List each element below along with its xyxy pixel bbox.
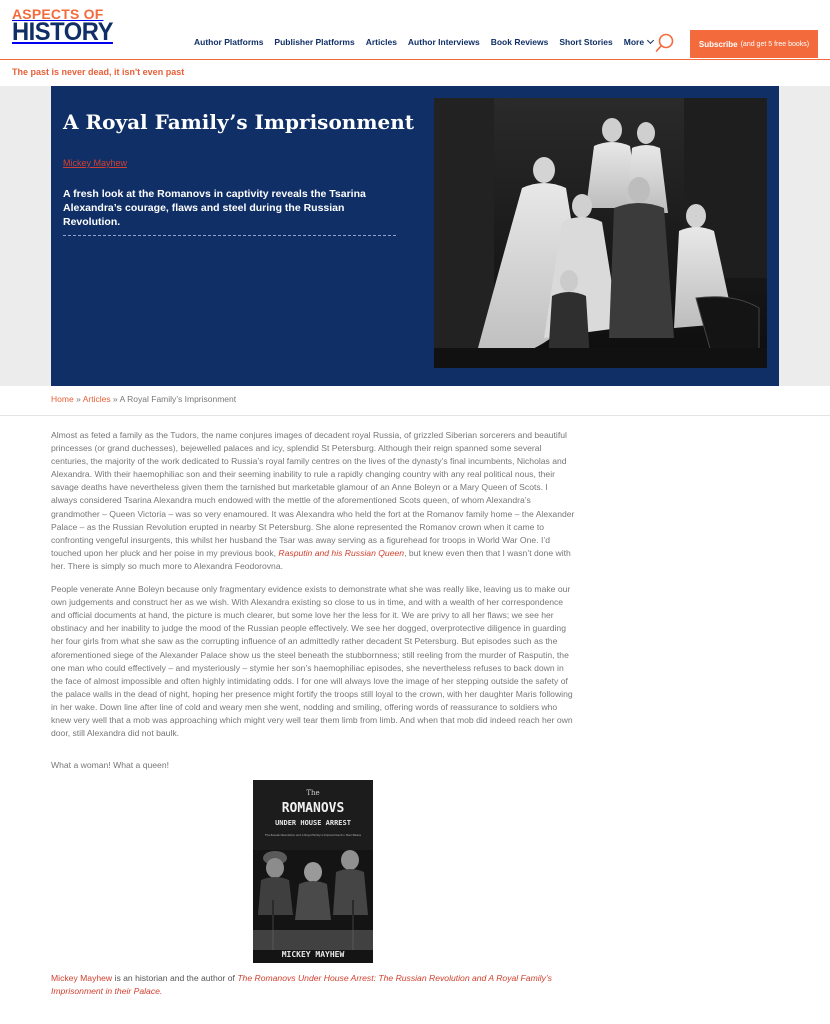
breadcrumb-separator: »: [76, 394, 81, 404]
subscribe-sub-label: (and get 5 free books): [740, 40, 810, 48]
book-cover-subtitle: The Russian Revolution and A Royal Family’s Imprisonment in their Palace: [265, 834, 361, 837]
article-paragraph: People venerate Anne Boleyn because only fragmentary evidence exists to demonstrate what she was really like, leaving us to make our own judgements and construct her as we wish. With Alexandra existing so close to us in time, and with a wealth of her correspondence and official documents at hand, the picture is much clearer, but some love her the less for it. We are privy to all her flaws; we see her obstinacy and her inability to judge the mood of the Russian people effectively. We see her dogged, overprotective diligence in guarding her four girls from what she saw as the corrupting influence of an admittedly rather decadent St Petersburg. But episodes such as the aforementioned siege of the Alexander Palace show us the steel beneath the stubbornness; still reeling from the murder of Rasputin, the one man who could effectively – and mysteriously – stymie her son’s haemophiliac episodes, she nevertheless refuses to back down in the face of almost impossible and often highly intimidating odds. I for one will always love the image of her stepping outside the safety of the palace walls in the dead of night, hoping her presence might fortify the troops still loyal to the crown, with her daughter Maris following in her wake. Down line after line of cold and weary men she went, nodding and smiling, offering words of reassurance to soldiers who knew very well that a mob was approaching which might very well tear them limb from limb. And when that mob did indeed reach her own door, still Alexandra did not baulk.: [51, 584, 573, 739]
site-logo[interactable]: [12, 7, 118, 45]
nav-author-interviews[interactable]: Author Interviews: [407, 37, 480, 47]
nav-publisher-platforms[interactable]: Publisher Platforms: [274, 37, 355, 47]
main-nav: [194, 37, 664, 47]
breadcrumb-current: A Royal Family’s Imprisonment: [119, 394, 237, 404]
breadcrumb-articles[interactable]: Articles: [82, 394, 111, 404]
site-header: [0, 0, 830, 60]
hero-banner: [51, 86, 779, 386]
nav-short-stories[interactable]: Short Stories: [559, 37, 613, 47]
paragraph-text: , but knew even then that I wasn’t done with her. There is simply so much more to Alexandra Feodorovna.: [51, 547, 571, 571]
article-paragraph: What a woman! What a queen!: [51, 760, 169, 770]
author-bio: [51, 972, 576, 999]
nav-more-label: More: [623, 37, 645, 47]
article-title: A Royal Family’s Imprisonment: [63, 110, 414, 134]
breadcrumb-separator: »: [112, 394, 118, 404]
site-tagline: The past is never dead, it isn't even past: [12, 67, 185, 77]
chevron-down-icon: [647, 37, 654, 44]
book-cover-the: The: [306, 789, 320, 797]
logo-line-1: ASPECTS OF: [12, 6, 104, 22]
logo-line-2: HISTORY: [12, 18, 113, 46]
previous-book-link[interactable]: Rasputin and his Russian Queen: [278, 547, 405, 558]
author-link[interactable]: Mickey Mayhew: [51, 973, 113, 983]
hero-author-link[interactable]: Mickey Mayhew: [63, 158, 128, 168]
book-cover-title-2: UNDER HOUSE ARREST: [275, 819, 351, 827]
book-cover-title-1: ROMANOVS: [281, 801, 345, 816]
search-icon[interactable]: [655, 33, 675, 53]
romanov-family-photo: [434, 98, 767, 368]
book-cover-image[interactable]: [253, 780, 373, 963]
article-paragraph: [51, 429, 576, 573]
subscribe-button[interactable]: [690, 30, 818, 58]
article-body: [51, 429, 576, 750]
paragraph-text: Almost as feted a family as the Tudors, the name conjures images of decadent royal Russia, of grizzled Siberian sorcerers and beautiful princesses (or grand duchesses), bejewelled palaces and icy, splendid St Petersburg. Although their reign spanned some several centuries, the majority of the work dedicated to Russia’s royal family centres on the lives of the dynasty’s final incumbents, Nicholas and Alexandra. With their haemophiliac son and their seeming inability to rule a rapidly changing country with any real political nous, their savage deaths have nevertheless given them the tarnished but marketable glamour of an Anne Boleyn or a Mary Queen of Scots. I always considered Tsarina Alexandra much endowed with the mettle of the aforementioned Scots queen, of whom Alexandra’s grandmother – Queen Victoria – was so very enamoured. It was Alexandra who held the fort at the Romanov family home – the Alexander Palace – as the Russian Revolution erupted in nearby St Petersburg. She alone represented the Romanov crown when it came to confronting vengeful insurgents, this whilst her husband the Tsar was away serving as a figurehead for troops in World War One. I’d touched upon her pluck and her poise in my previous book,: [51, 430, 575, 558]
nav-more[interactable]: [624, 37, 653, 47]
article-lede: A fresh look at the Romanovs in captivity reveals the Tsarina Alexandra’s courage, flaws and steel during the Russian Revolution.: [63, 187, 396, 236]
breadcrumb-home[interactable]: Home: [51, 394, 74, 404]
nav-author-platforms[interactable]: Author Platforms: [194, 37, 264, 47]
book-title-link[interactable]: The Romanovs Under House Arrest: The Russian Revolution and A Royal Family’s Imprisonment in their Palace: [51, 973, 552, 997]
nav-articles[interactable]: Articles: [365, 37, 397, 47]
subscribe-label: Subscribe: [698, 39, 738, 49]
book-cover-author: MICKEY MAYHEW: [281, 950, 345, 959]
bio-end: .: [159, 986, 163, 997]
bio-text: is an historian and the author of: [112, 973, 238, 983]
divider: [0, 415, 830, 416]
nav-book-reviews[interactable]: Book Reviews: [490, 37, 549, 47]
breadcrumb: [51, 394, 236, 404]
